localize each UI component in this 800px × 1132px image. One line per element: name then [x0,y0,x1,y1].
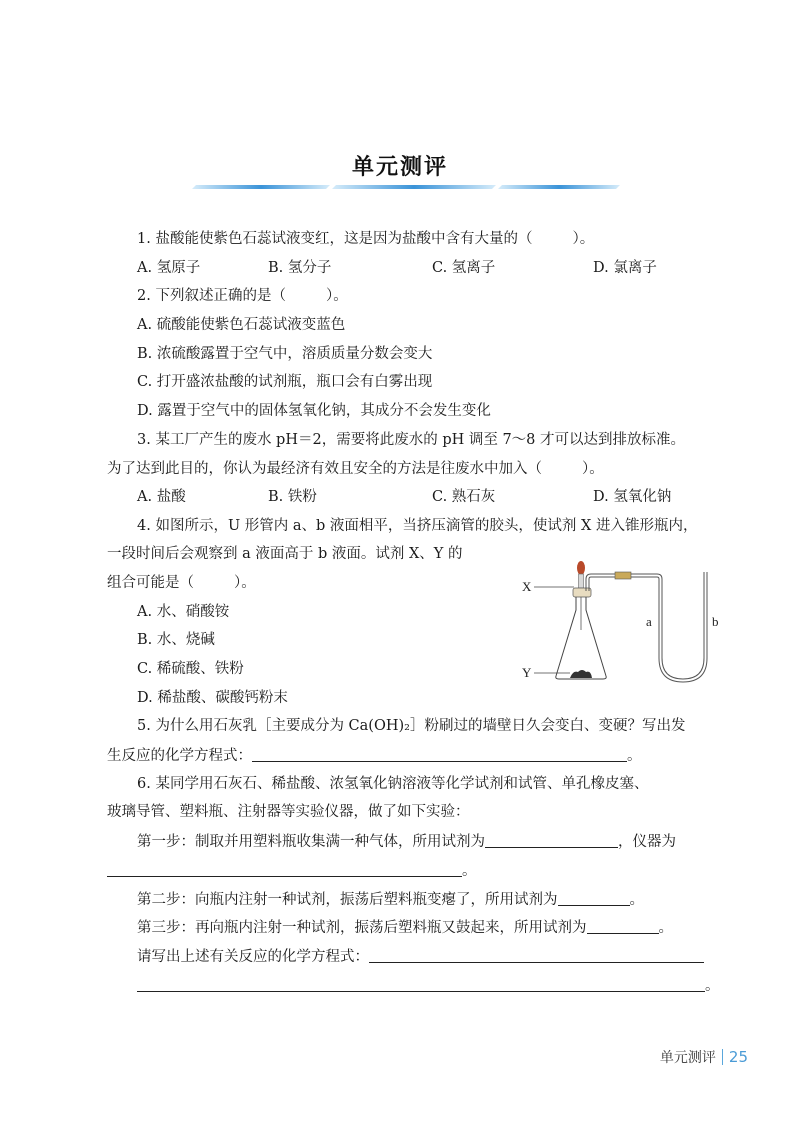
q4-line2: 一段时间后会观察到 a 液面高于 b 液面。试剂 X、Y 的 [107,546,463,562]
title-decoration [190,184,620,190]
q6-line2: 玻璃导管、塑料瓶、注射器等实验仪器，做了如下实验： [107,804,470,820]
label-x: X [522,579,532,594]
q5-line1: 5. 为什么用石灰乳［主要成分为 Ca(OH)₂］粉刷过的墙壁日久会变白、变硬？写出发 [137,718,686,734]
q4-option-d: D. 稀盐酸、碳酸钙粉末 [137,690,288,706]
q6-equation: 请写出上述有关反应的化学方程式： [137,946,704,967]
q4-line3: 组合可能是（ ）。 [107,575,256,591]
q1-option-d: D. 氯离子 [593,260,657,276]
q1-option-b: B. 氢分子 [268,260,332,276]
q6-step2: 第二步：向瓶内注射一种试剂，振荡后塑料瓶变瘪了，所用试剂为 。 [137,889,644,910]
q6-line1: 6. 某同学用石灰石、稀盐酸、浓氢氧化钠溶液等化学试剂和试管、单孔橡皮塞、 [137,776,649,792]
apparatus-figure [520,560,730,690]
q5-answer-blank[interactable] [252,745,627,762]
label-y: Y [522,665,532,680]
rubber-stopper [573,588,591,597]
q6-step3-blank[interactable] [587,917,659,934]
page-title: 单元测评 [351,155,448,180]
q2-option-c: C. 打开盛浓盐酸的试剂瓶，瓶口会有白雾出现 [137,374,433,390]
label-b: b [712,614,719,629]
q6-equation-blank-1[interactable] [369,946,704,963]
q6-step1-cont: 。 [107,860,477,881]
dropper-bulb [577,561,585,575]
q6-step1-apparatus-blank[interactable] [107,860,462,877]
q3-option-c: C. 熟石灰 [432,489,496,505]
q3-option-d: D. 氢氧化钠 [593,489,672,505]
q6-equation-blank-2[interactable] [137,975,705,992]
q4-line1: 4. 如图所示，U 形管内 a、b 液面相平，当挤压滴管的胶头，使试剂 X 进入锥形瓶内， [137,518,698,534]
q3-line2: 为了达到此目的，你认为最经济有效且安全的方法是往废水中加入（ ）。 [107,461,604,477]
solid-y [570,670,592,678]
q6-step3: 第三步：再向瓶内注射一种试剂，振荡后塑料瓶又鼓起来，所用试剂为 。 [137,917,673,938]
q2-option-d: D. 露置于空气中的固体氢氧化钠，其成分不会发生变化 [137,403,491,419]
q5-line2: 生反应的化学方程式： 。 [107,745,642,766]
label-a: a [646,614,652,629]
q6-step1-reagent-blank[interactable] [485,831,618,848]
delivery-tube [586,574,662,642]
q6-step1: 第一步：制取并用塑料瓶收集满一种气体，所用试剂为 ，仪器为 [137,831,676,852]
q2-stem: 2. 下列叙述正确的是（ ）。 [137,288,348,304]
q2-option-a: A. 硫酸能使紫色石蕊试液变蓝色 [137,317,346,333]
q3-option-b: B. 铁粉 [268,489,317,505]
q6-step2-blank[interactable] [558,889,630,906]
footer-divider [722,1049,723,1065]
q3-option-a: A. 盐酸 [137,489,186,505]
q2-option-b: B. 浓硫酸露置于空气中，溶质质量分数会变大 [137,346,433,362]
q4-option-a: A. 水、硝酸铵 [137,604,230,620]
q4-option-c: C. 稀硫酸、铁粉 [137,661,244,677]
q6-equation-cont: 。 [137,975,720,996]
dropper-tube [579,574,584,588]
q1-stem: 1. 盐酸能使紫色石蕊试液变红，这是因为盐酸中含有大量的（ ）。 [137,231,595,247]
q1-option-c: C. 氢离子 [432,260,496,276]
page-footer [660,1047,748,1067]
u-tube [659,572,707,682]
page-number: 25 [728,1048,748,1066]
q4-option-b: B. 水、烧碱 [137,632,215,648]
q1-option-a: A. 氢原子 [137,260,201,276]
footer-section: 单元测评 [659,1050,716,1066]
q3-line1: 3. 某工厂产生的废水 pH＝2，需要将此废水的 pH 调至 7～8 才可以达到排放标准。 [137,432,686,448]
rubber-connector [615,572,631,579]
